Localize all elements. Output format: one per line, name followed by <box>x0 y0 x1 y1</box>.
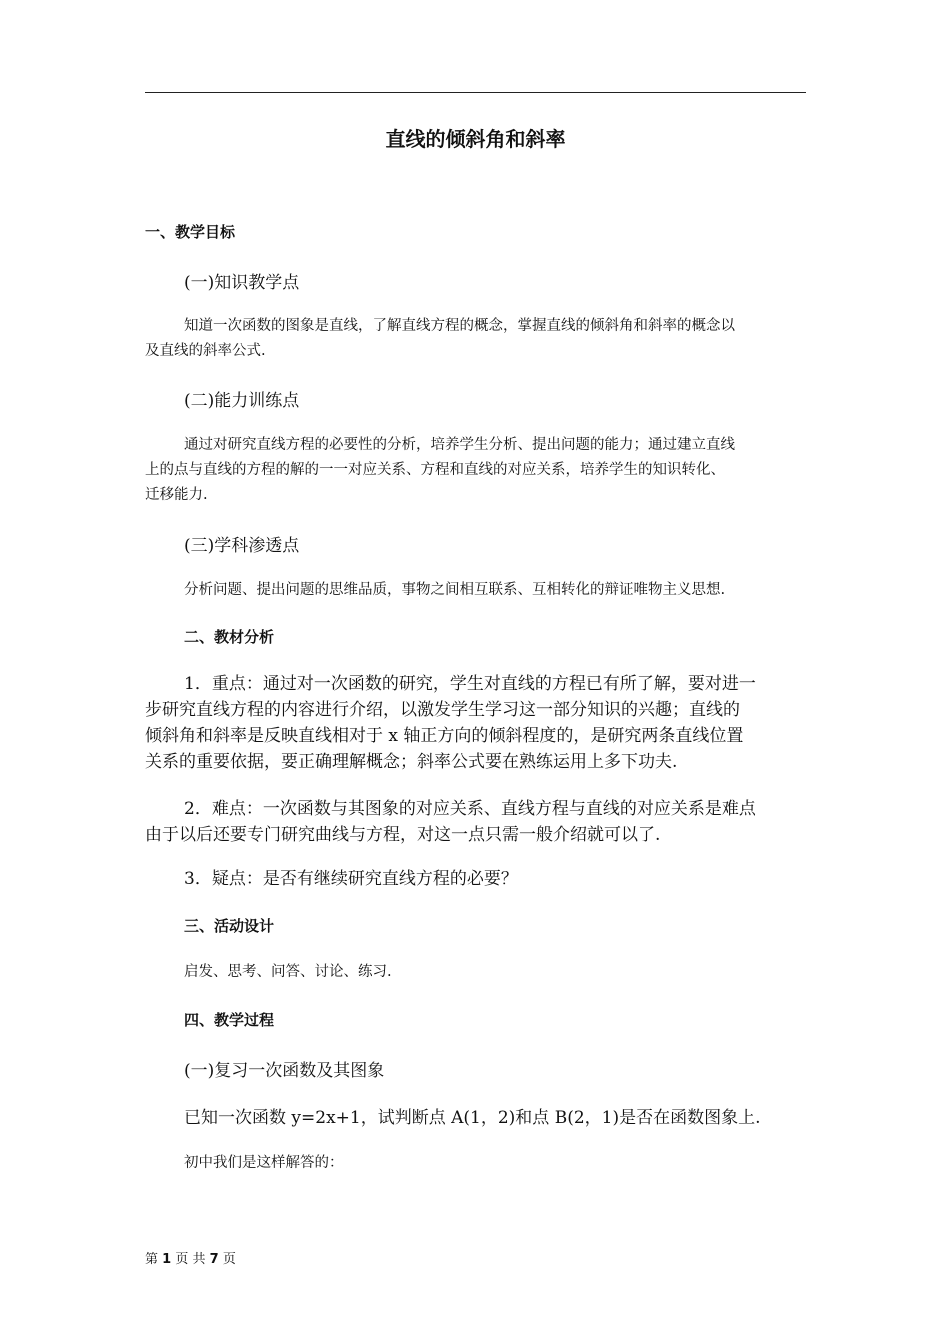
section-heading-activity: 三、活动设计 <box>184 917 275 935</box>
header-rule <box>145 92 806 93</box>
paragraph-line: 关系的重要依据，要正确理解概念；斜率公式要在熟练运用上多下功夫. <box>145 752 678 772</box>
paragraph-line: 步研究直线方程的内容进行介绍，以激发学生学习这一部分知识的兴趣；直线的 <box>145 700 740 720</box>
footer-page-number: 1 <box>162 1252 172 1267</box>
paragraph-line: 分析问题、提出问题的思维品质，事物之间相互联系、互相转化的辩证唯物主义思想. <box>184 582 726 598</box>
document-title: 直线的倾斜角和斜率 <box>385 127 566 151</box>
paragraph-line: 迁移能力. <box>145 487 208 503</box>
footer-total-pages: 7 <box>209 1252 219 1267</box>
page-footer <box>145 1248 236 1267</box>
subheading-knowledge: (一)知识教学点 <box>184 273 300 293</box>
paragraph-line: 初中我们是这样解答的： <box>184 1155 344 1171</box>
section-heading-process: 四、教学过程 <box>184 1011 275 1029</box>
footer-suffix: 页 <box>222 1252 236 1267</box>
subheading-ability: (二)能力训练点 <box>184 391 300 411</box>
paragraph-line: 启发、思考、问答、讨论、练习. <box>184 964 392 980</box>
paragraph-line: 及直线的斜率公式. <box>145 343 266 359</box>
paragraph-line: 由于以后还要专门研究曲线与方程，对这一点只需一般介绍就可以了. <box>145 825 661 845</box>
subheading-review: (一)复习一次函数及其图象 <box>184 1061 385 1081</box>
paragraph-line: 2．难点：一次函数与其图象的对应关系、直线方程与直线的对应关系是难点 <box>184 799 756 819</box>
subheading-discipline: (三)学科渗透点 <box>184 536 300 556</box>
paragraph-line: 1．重点：通过对一次函数的研究，学生对直线的方程已有所了解，要对进一 <box>184 674 756 694</box>
footer-prefix: 第 <box>145 1252 159 1267</box>
paragraph-line: 知道一次函数的图象是直线，了解直线方程的概念，掌握直线的倾斜角和斜率的概念以 <box>184 318 735 334</box>
paragraph-line: 3．疑点：是否有继续研究直线方程的必要？ <box>184 869 518 889</box>
section-heading-objectives: 一、教学目标 <box>145 223 236 241</box>
paragraph-line: 通过对研究直线方程的必要性的分析，培养学生分析、提出问题的能力；通过建立直线 <box>184 437 735 453</box>
footer-mid: 页 共 <box>175 1252 206 1267</box>
section-heading-material: 二、教材分析 <box>184 628 275 646</box>
paragraph-line: 倾斜角和斜率是反映直线相对于 x 轴正方向的倾斜程度的，是研究两条直线位置 <box>145 726 744 746</box>
paragraph-line: 上的点与直线的方程的解的一一对应关系、方程和直线的对应关系，培养学生的知识转化、 <box>145 462 725 478</box>
paragraph-line: 已知一次函数 y=2x+1，试判断点 A(1，2)和点 B(2，1)是否在函数图象上. <box>184 1108 761 1128</box>
